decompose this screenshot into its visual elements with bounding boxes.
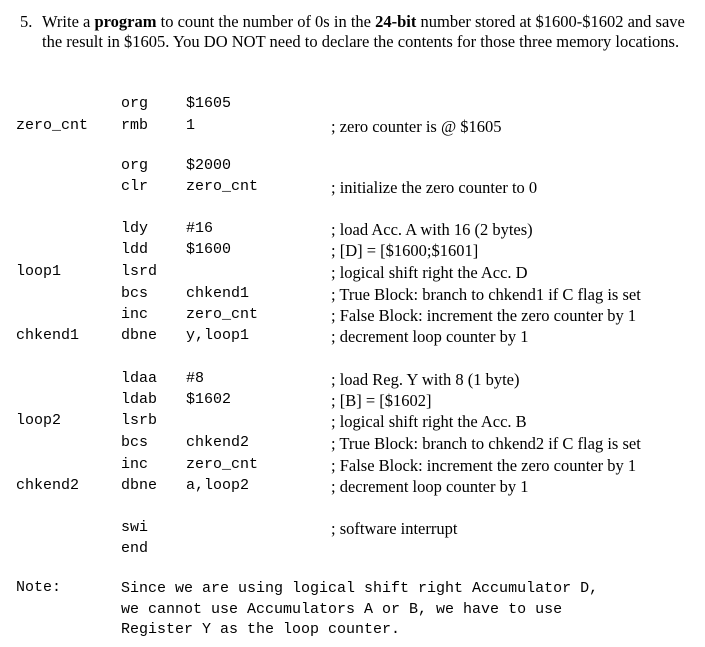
code-opcode: dbne [121, 327, 158, 344]
code-comment: ; initialize the zero counter to 0 [331, 178, 538, 197]
code-opcode: ldy [121, 220, 149, 237]
code-opcode: lsrd [121, 263, 158, 280]
code-opcode: ldab [121, 391, 158, 408]
code-comment: ; [D] = [$1600;$1601] [331, 241, 479, 260]
code-operand: a,loop2 [186, 477, 250, 494]
code-operand: $2000 [186, 157, 232, 174]
note-line: Since we are using logical shift right Accumulator D, [121, 580, 599, 597]
note-line: we cannot use Accumulators A or B, we have to use [121, 600, 563, 618]
code-comment: ; False Block: increment the zero counter by 1 [331, 306, 637, 325]
code-operand: #16 [186, 220, 214, 237]
question-number: 5. [20, 12, 33, 31]
question-body: Write a program to count the number of 0s in the 24-bit number stored at $1600-$1602 and save the result in $1605. You DO NOT need to declare the contents for those three memory locations. [42, 12, 685, 51]
code-comment: ; [B] = [$1602] [331, 391, 432, 410]
code-operand: $1605 [186, 95, 232, 112]
code-operand: y,loop1 [186, 327, 250, 344]
code-operand: zero_cnt [186, 178, 259, 195]
code-label: chkend2 [16, 477, 80, 494]
code-comment: ; load Reg. Y with 8 (1 byte) [331, 370, 520, 389]
code-comment: ; load Acc. A with 16 (2 bytes) [331, 220, 533, 239]
code-opcode: ldaa [121, 370, 158, 387]
code-opcode: rmb [121, 117, 149, 134]
code-comment: ; True Block: branch to chkend2 if C flag is set [331, 434, 641, 453]
code-operand: 1 [186, 117, 196, 134]
code-label: chkend1 [16, 327, 80, 344]
code-opcode: org [121, 157, 149, 174]
code-opcode: inc [121, 306, 149, 323]
note-body [121, 579, 598, 641]
code-operand: $1600 [186, 241, 232, 258]
code-operand: zero_cnt [186, 306, 259, 323]
code-label: loop1 [16, 263, 62, 280]
code-opcode: swi [121, 519, 149, 536]
code-opcode: ldd [121, 241, 149, 258]
code-label: zero_cnt [16, 117, 89, 134]
code-comment: ; decrement loop counter by 1 [331, 477, 529, 496]
note-label: Note: [16, 579, 62, 596]
code-comment: ; False Block: increment the zero counter by 1 [331, 456, 637, 475]
code-operand: #8 [186, 370, 205, 387]
note-line: Register Y as the loop counter. [121, 621, 401, 638]
code-opcode: bcs [121, 434, 149, 451]
code-comment: ; decrement loop counter by 1 [331, 327, 529, 346]
code-opcode: bcs [121, 285, 149, 302]
code-comment: ; software interrupt [331, 519, 458, 538]
code-label: loop2 [16, 412, 62, 429]
code-comment: ; logical shift right the Acc. B [331, 412, 527, 431]
code-operand: $1602 [186, 391, 232, 408]
code-operand: zero_cnt [186, 456, 259, 473]
code-operand: chkend1 [186, 285, 250, 302]
code-opcode: inc [121, 456, 149, 473]
code-opcode: dbne [121, 477, 158, 494]
code-opcode: clr [121, 178, 149, 195]
code-comment: ; logical shift right the Acc. D [331, 263, 528, 282]
code-opcode: end [121, 540, 149, 557]
code-comment: ; zero counter is @ $1605 [331, 117, 502, 136]
code-opcode: org [121, 95, 149, 112]
code-opcode: lsrb [121, 412, 158, 429]
code-comment: ; True Block: branch to chkend1 if C flag is set [331, 285, 641, 304]
code-operand: chkend2 [186, 434, 250, 451]
